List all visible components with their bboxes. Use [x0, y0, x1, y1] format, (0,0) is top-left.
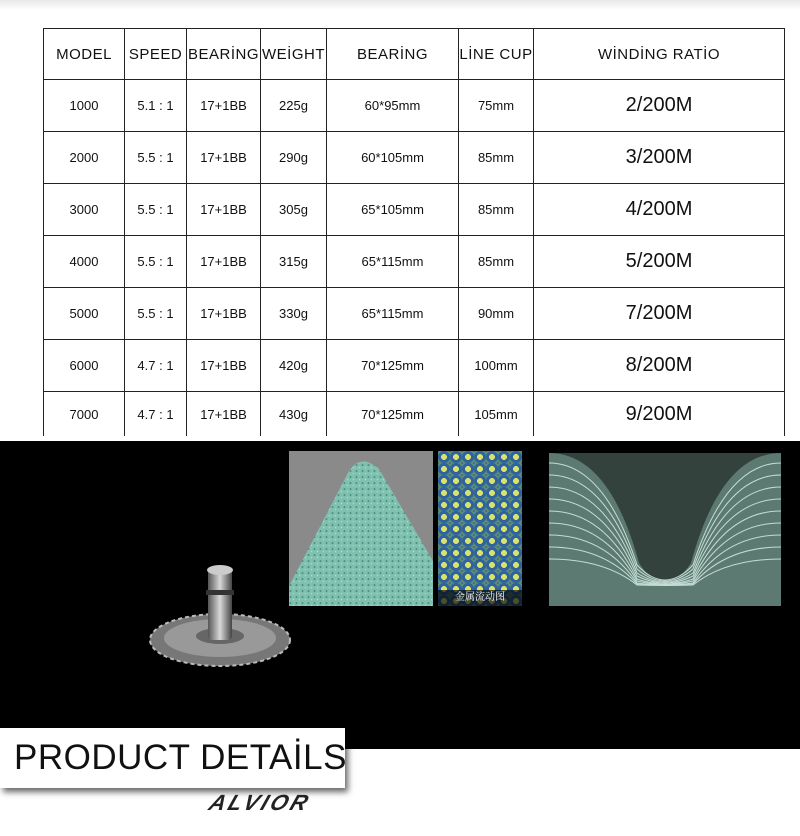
cell-line-cup: 85mm — [459, 132, 534, 184]
cell-weight: 225g — [261, 80, 327, 132]
cell-model: 1000 — [44, 80, 125, 132]
cell-bearing-size: 70*125mm — [327, 340, 459, 392]
cell-line-cup: 100mm — [459, 340, 534, 392]
cell-weight: 420g — [261, 340, 327, 392]
top-fade — [0, 0, 800, 10]
brand-logo-text: ALVIOR — [205, 790, 315, 815]
cell-model: 5000 — [44, 288, 125, 340]
cell-winding-ratio: 7/200M — [534, 288, 785, 340]
cell-line-cup: 105mm — [459, 392, 534, 437]
cell-bearing-size: 70*125mm — [327, 392, 459, 437]
header-winding-ratio: WİNDİNG RATİO — [534, 29, 785, 80]
cell-weight: 290g — [261, 132, 327, 184]
cell-weight: 430g — [261, 392, 327, 437]
cell-winding-ratio: 5/200M — [534, 236, 785, 288]
cell-bearing: 17+1BB — [187, 184, 261, 236]
cell-speed: 4.7 : 1 — [125, 392, 187, 437]
table-row — [44, 392, 785, 437]
cell-bearing: 17+1BB — [187, 392, 261, 437]
cell-bearing-size: 65*115mm — [327, 236, 459, 288]
cell-bearing: 17+1BB — [187, 340, 261, 392]
product-details-banner — [0, 728, 345, 788]
cell-model: 4000 — [44, 236, 125, 288]
cell-weight: 315g — [261, 236, 327, 288]
header-weight: WEİGHT — [261, 29, 327, 80]
cell-winding-ratio: 4/200M — [534, 184, 785, 236]
reel-gear-image — [140, 560, 300, 680]
cell-speed: 5.5 : 1 — [125, 132, 187, 184]
cell-winding-ratio: 3/200M — [534, 132, 785, 184]
header-bearing: BEARİNG — [187, 29, 261, 80]
header-line-cup: LİNE CUP — [459, 29, 534, 80]
cell-bearing: 17+1BB — [187, 236, 261, 288]
product-details-title: PRODUCT DETAİLS — [14, 738, 347, 777]
cell-model: 3000 — [44, 184, 125, 236]
cell-weight: 330g — [261, 288, 327, 340]
cell-model: 6000 — [44, 340, 125, 392]
cell-winding-ratio: 9/200M — [534, 392, 785, 437]
table-row — [44, 132, 785, 184]
cell-line-cup: 75mm — [459, 80, 534, 132]
cell-bearing: 17+1BB — [187, 80, 261, 132]
table-row — [44, 236, 785, 288]
table-row — [44, 80, 785, 132]
cell-weight: 305g — [261, 184, 327, 236]
gear-tooth-macro-image — [289, 451, 433, 606]
cell-speed: 5.5 : 1 — [125, 184, 187, 236]
cell-speed: 5.1 : 1 — [125, 80, 187, 132]
cell-line-cup: 90mm — [459, 288, 534, 340]
table-row — [44, 184, 785, 236]
cell-bearing-size: 65*115mm — [327, 288, 459, 340]
cell-line-cup: 85mm — [459, 236, 534, 288]
cell-winding-ratio: 2/200M — [534, 80, 785, 132]
cell-speed: 5.5 : 1 — [125, 288, 187, 340]
cell-winding-ratio: 8/200M — [534, 340, 785, 392]
cell-line-cup: 85mm — [459, 184, 534, 236]
cell-bearing-size: 60*95mm — [327, 80, 459, 132]
cell-bearing: 17+1BB — [187, 288, 261, 340]
brand-logo — [205, 790, 314, 816]
metal-flow-caption: 金属流动图 — [438, 590, 522, 606]
header-speed: SPEED — [125, 29, 187, 80]
table-row — [44, 288, 785, 340]
cell-model: 2000 — [44, 132, 125, 184]
cell-bearing-size: 65*105mm — [327, 184, 459, 236]
metal-flow-image — [438, 451, 522, 606]
cell-bearing: 17+1BB — [187, 132, 261, 184]
metal-flow-lines-image — [549, 453, 781, 606]
header-model: MODEL — [44, 29, 125, 80]
spec-table — [43, 28, 785, 436]
table-row — [44, 340, 785, 392]
cell-speed: 5.5 : 1 — [125, 236, 187, 288]
cell-speed: 4.7 : 1 — [125, 340, 187, 392]
cell-bearing-size: 60*105mm — [327, 132, 459, 184]
table-header-row — [44, 29, 785, 80]
header-bearing-size: BEARİNG — [327, 29, 459, 80]
cell-model: 7000 — [44, 392, 125, 437]
